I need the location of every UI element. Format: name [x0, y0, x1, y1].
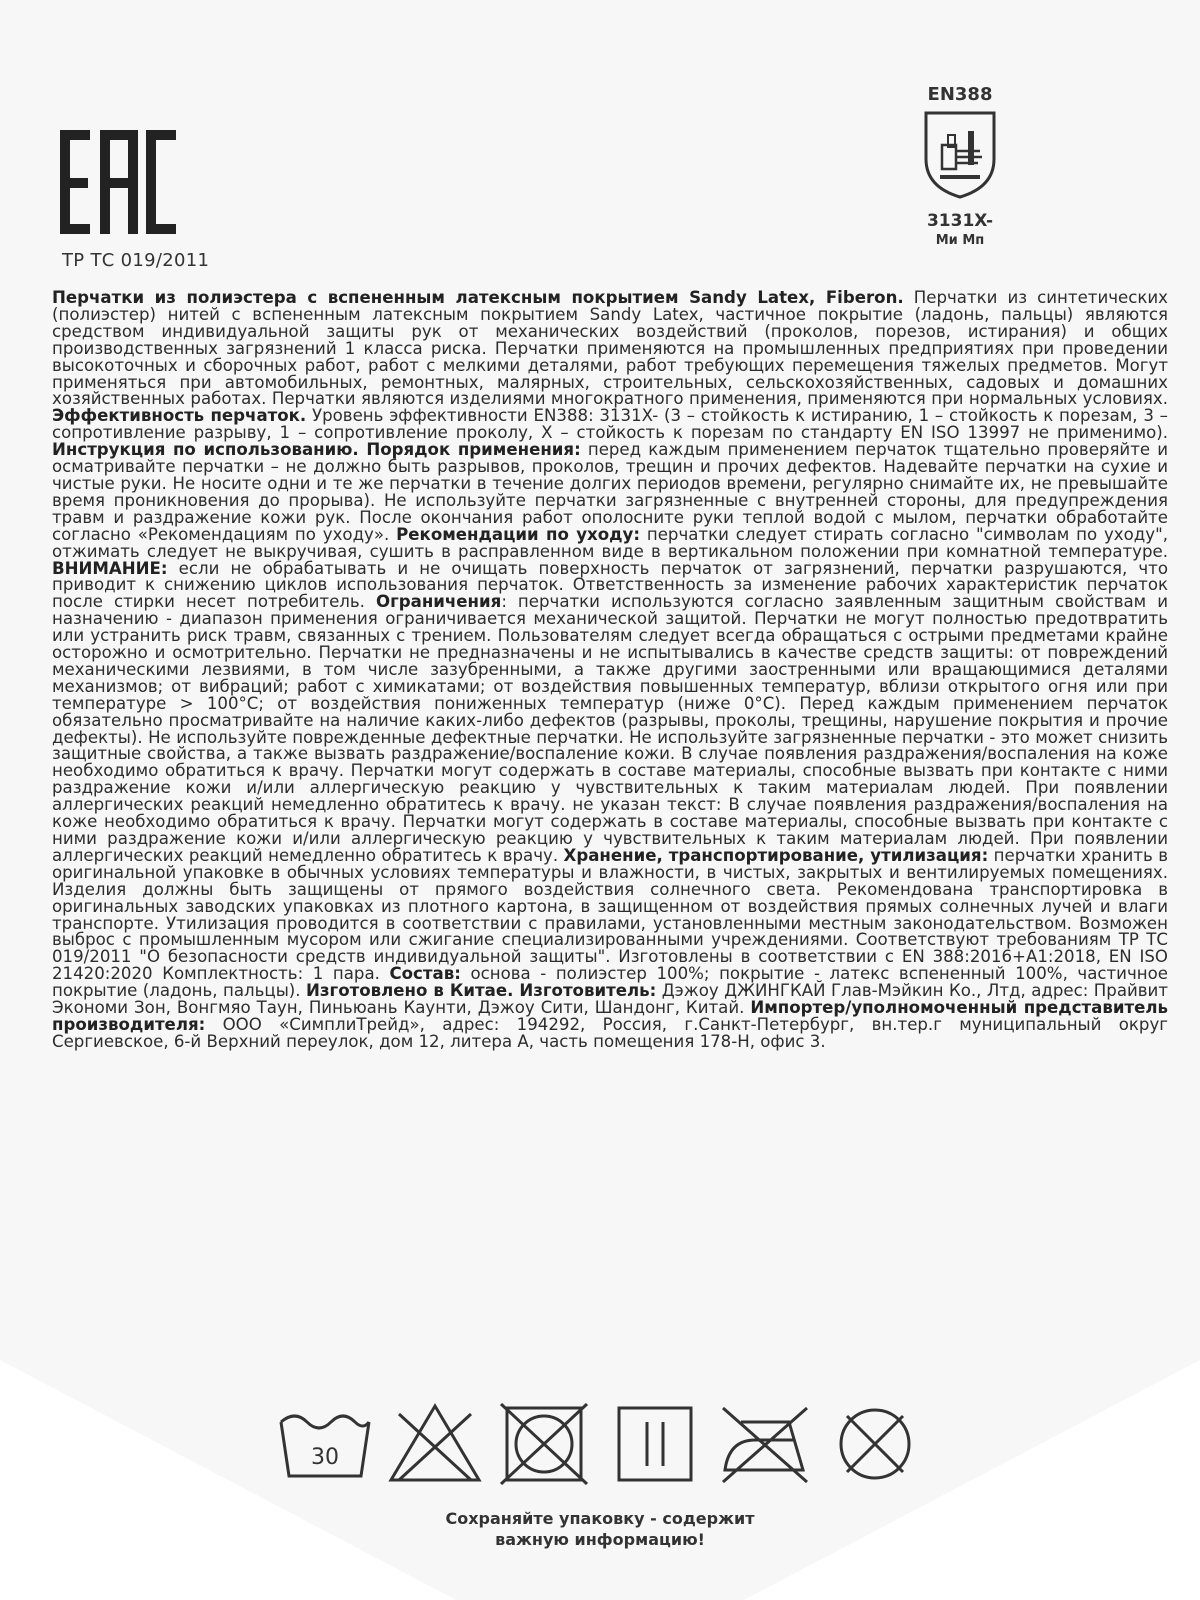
en388-block: [900, 84, 1020, 248]
efficiency-text: Уровень эффективности EN388: 3131X- (3 – стойкость к истиранию, 1 – стойкость к порезам, 3 – сопротивление разрыву, 1 – сопротивление проколу, X – стойкость к порезам по стандарту EN ISO 13997 не применимо).: [52, 406, 1168, 443]
no-iron-icon: [715, 1400, 815, 1485]
instructions-heading: Инструкция по использованию. Порядок применения:: [52, 440, 581, 460]
en388-sub: Ми Мп: [935, 233, 985, 248]
wash-temp-label: 30: [311, 1445, 339, 1470]
en388-title: EN388: [927, 84, 993, 105]
efficiency-heading: Эффективность перчаток.: [52, 406, 307, 426]
footer-line-2: важную информацию!: [495, 1530, 705, 1549]
storage-text: перчатки хранить в оригинальной упаковке в обычных условиях температуры и влажности, в чистых, закрытых и вентилируемых помещениях. Изделия должны быть защищены от прямого воздействия солнечного света. Рекомендована транспортировка в оригинальных заводских упаковках из плотного картона, в защищенном от воздействия прямых солнечных лучей и влаги транспорте. Утилизация проводится в соответствии с правилами, установленными местным законодательством. Возможен выброс с промышленным мусором или сжигание специализированными учреждениями. Соответствуют требованиям ТР ТС 019/2011 "О безопасности средств индивидуальной защиты". Изготовлены в соответствии с EN 388:2016+A1:2018, EN ISO 21420:2020 Комплектность: 1 пара.: [52, 845, 1168, 984]
origin-heading: Изготовлено в Китае. Изготовитель:: [306, 981, 657, 1001]
care-symbols-row: [275, 1400, 925, 1490]
composition-text: основа - полиэстер 100%; покрытие - латекс вспененный 100%, частичное покрытие (ладонь, пальцы).: [52, 964, 1168, 1001]
glove-mechanical-hazard-shield-icon: [920, 109, 1000, 201]
importer-heading: Импортер/уполномоченный представитель производителя:: [52, 998, 1168, 1034]
origin-text: Дэжоу ДЖИНГКАЙ Глав-Мэйкин Ко., Лтд, адрес: Прайвит Экономи Зон, Вонгмяо Таун, Пиньюань Каунти, Дэжоу Сити, Шандонг, Китай.: [52, 981, 1169, 1018]
care-text: перчатки следует стирать согласно "символам по уходу", отжимать следует не выкручивая, сушить в расправленном виде в вертикальном положении при комнатной температуре.: [52, 524, 1168, 561]
regulation-label: ТР ТС 019/2011: [62, 250, 210, 271]
footer-note: [300, 1508, 900, 1550]
limits-text: : перчатки используются согласно заявленным защитным свойствам и назначению - диапазон применения ограничивается механической защитой. Перчатки не могут полностью предотвратить или устранить риск травм, связанных с трением. Пользователям следует всегда обращаться с острыми предметами крайне осторожно и осмотрительно. Перчатки не предназначены и не испытывались в качестве средств защиты: от повреждений механическими лезвиями, в том числе зазубренными, а также другими заостренными или вращающимися деталями механизмов; от вибраций; работ с химикатами; от воздействия повышенных температур, вблизи открытого огня или при температуре > 100°C; от воздействия пониженных температур (ниже 0°C). Перед каждым применением перчаток обязательно просматривайте на наличие каких-либо дефектов (разрывы, проколы, трещины, нарушение покрытия и прочие дефекты). Не используйте поврежденные дефектные перчатки. Не используйте загрязненные перчатки - это может снизить защитные свойства, а также вызвать раздражение/воспаление кожи. В случае появления раздражения/воспаления на коже необходимо обратиться к врачу. Перчатки могут содержать в составе материалы, способные вызвать при контакте с ними раздражение кожи и/или аллергическую реакцию у чувствительных к таким материалам людей. При появлении аллергических реакций немедленно обратитесь к врачу. не указан текст: В случае появления раздражения/воспаления на коже необходимо обратиться к врачу. Перчатки могут содержать в составе материалы, способные вызвать при контакте с ними раздражение кожи и/или аллергическую реакцию у чувствительных к таким материалам людей. При появлении аллергических реакций немедленно обратитесь к врачу.: [52, 592, 1168, 865]
warning-heading: ВНИМАНИЕ:: [52, 558, 168, 578]
no-tumble-dry-icon: [495, 1400, 595, 1485]
no-bleach-icon: [385, 1400, 485, 1485]
warning-text: если не обрабатывать и не очищать поверхность перчаток от загрязнений, перчатки разрушаются, что приводит к снижению циклов использования перчаток. Ответственность за изменение рабочих характеристик перчаток после стирки несет потребитель.: [52, 558, 1168, 612]
instructions-text: перед каждым применением перчаток тщательно проверяйте и осматривайте перчатки – не должно быть разрывов, проколов, трещин и прочих дефектов. Надевайте перчатки на сухие и чистые руки. Не носите одни и те же перчатки в течение долгих периодов времени, регулярно снимайте их, не превышайте время проникновения до прорыва). Не используйте перчатки загрязненные с внутренней стороны, для предупреждения травм и раздражение кожи рук. После окончания работ ополосните руки теплой водой с мылом, перчатки обработайте согласно «Рекомендациям по уходу».: [52, 440, 1168, 544]
product-title: Перчатки из полиэстера с вспененным латексным покрытием Sandy Latex, Fiberon.: [52, 288, 904, 307]
importer-text: ООО «СимплиТрейд», адрес: 194292, Россия, г.Санкт-Петербург, вн.тер.г муниципальный округ Сергиевское, 6-й Верхний переулок, дом 12, литера А, часть помещения 178-Н, офис 3.: [52, 1014, 1168, 1051]
eac-logo-icon: [58, 128, 178, 238]
description-text: Перчатки из синтетических (полиэстер) нитей с вспененным латексным покрытием Sandy Latex, частичное покрытие (ладонь, пальцы) являются средством индивидуальной защиты рук от механических воздействий (проколов, порезов, истирания) и общих производственных загрязнений 1 класса риска. Перчатки применяются на промышленных предприятиях при проведении высокоточных и сборочных работ, работ с мелкими деталями, работ требующих перемещения тяжелых предметов. Могут применяться при автомобильных, ремонтных, малярных, строительных, сельскохозяйственных, садовых и домашних хозяйственных работах. Перчатки являются изделиями многократного применения, применяются при нормальных условиях.: [52, 288, 1168, 409]
product-description: [52, 290, 1168, 1051]
en388-code: 3131X-: [926, 211, 994, 231]
footer-line-1: Сохраняйте упаковку - содержит: [445, 1509, 755, 1528]
composition-heading: Состав:: [389, 964, 461, 984]
limits-heading: Ограничения: [375, 592, 502, 612]
storage-heading: Хранение, транспортирование, утилизация:: [563, 845, 989, 865]
care-heading: Рекомендации по уходу:: [396, 524, 640, 544]
wash-30-icon: [275, 1400, 375, 1485]
no-dry-clean-icon: [825, 1400, 925, 1485]
dry-vertical-icon: [605, 1400, 705, 1485]
